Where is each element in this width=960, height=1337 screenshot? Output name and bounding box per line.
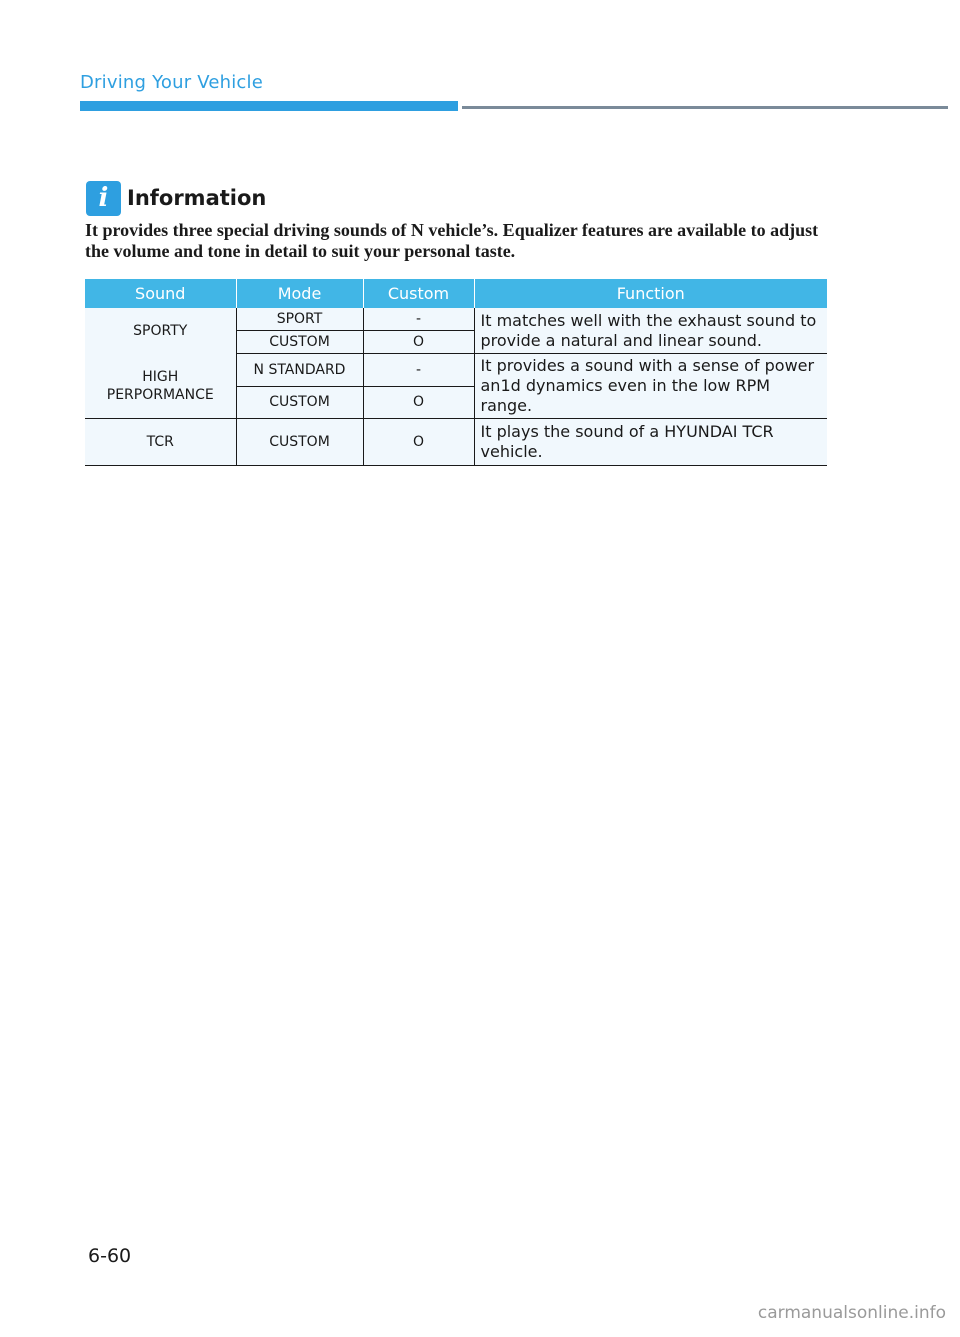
function-cell: It provides a sound with a sense of power an1d dynamics even in the low RPM range. [474,354,827,419]
table-header-row [85,279,827,308]
table-row [85,308,827,331]
section-title: Driving Your Vehicle [80,72,263,93]
custom-cell: O [363,386,474,419]
custom-cell: - [363,308,474,331]
sound-cell: SPORTY [85,308,236,354]
header-rule-gray [462,106,948,109]
info-heading: Information [127,186,267,210]
column-header-function: Function [474,279,827,308]
header-rule-blue [80,101,458,111]
sound-cell: TCR [85,419,236,466]
info-icon: i [86,181,121,216]
mode-cell: CUSTOM [236,386,363,419]
column-header-sound: Sound [85,279,236,308]
page-number: 6-60 [88,1245,132,1267]
mode-cell: SPORT [236,308,363,331]
column-header-custom: Custom [363,279,474,308]
function-cell: It plays the sound of a HYUNDAI TCR vehicle. [474,419,827,466]
mode-cell: N STANDARD [236,354,363,387]
function-cell: It matches well with the exhaust sound to provide a natural and linear sound. [474,308,827,354]
sound-table [85,279,827,466]
table-row [85,354,827,387]
info-body: It provides three special driving sounds of N vehicle’s. Equalizer features are available to adjust the volume and tone in detail to suit your personal taste. [85,220,819,261]
watermark: carmanualsonline.info [757,1303,946,1323]
custom-cell: O [363,331,474,354]
sound-cell: HIGH PERPORMANCE [85,354,236,419]
mode-cell: CUSTOM [236,419,363,466]
custom-cell: O [363,419,474,466]
mode-cell: CUSTOM [236,331,363,354]
column-header-mode: Mode [236,279,363,308]
table-row [85,419,827,466]
custom-cell: - [363,354,474,387]
